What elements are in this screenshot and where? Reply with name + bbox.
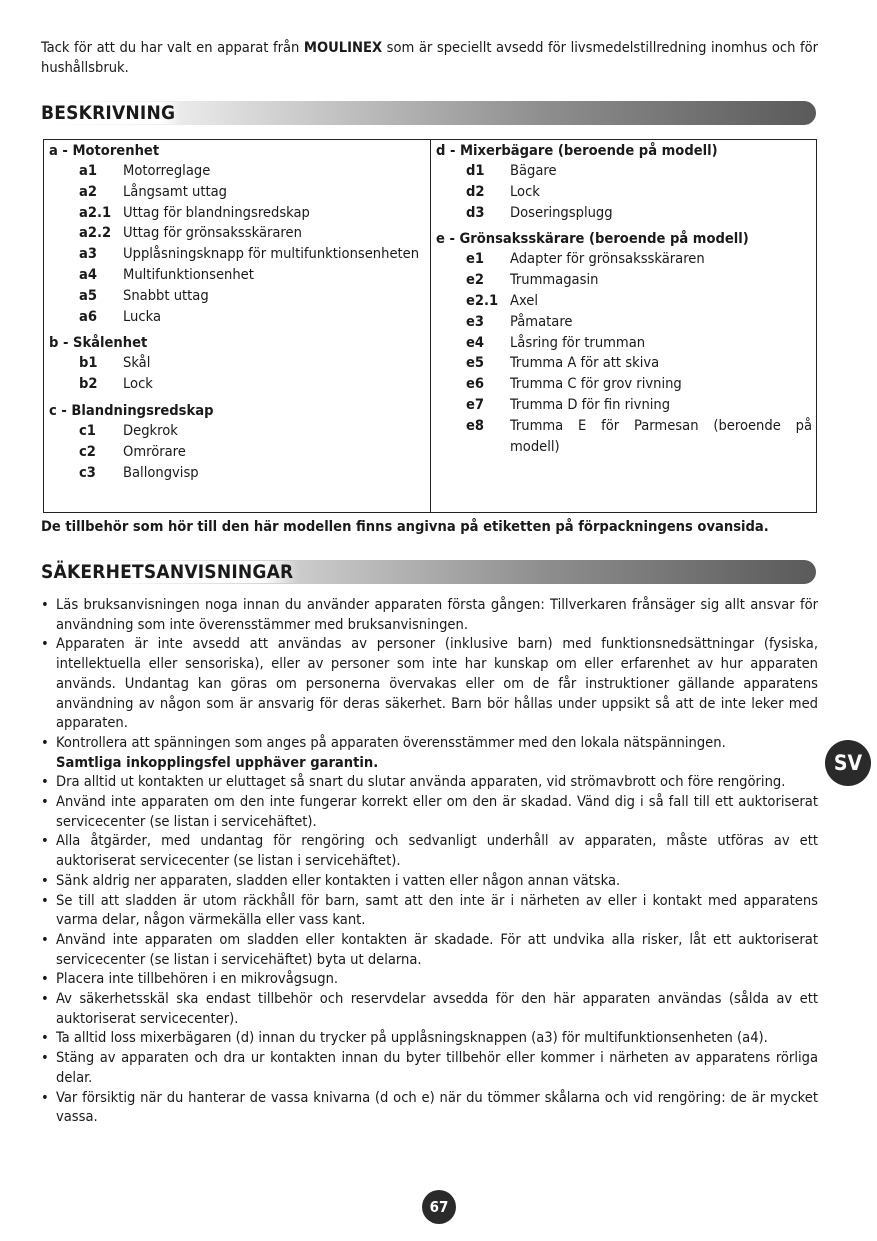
parts-item-code: b2 [79,375,98,393]
parts-item-code: d2 [466,182,485,200]
parts-item [436,312,812,333]
safety-item: • Var försiktig när du hanterar de vassa knivarna (d och e) när du tömmer skålarna och vid rengöring: de är mycket vassa. [41,1088,818,1127]
parts-item-label: Omrörare [123,442,186,460]
parts-item-label: Bägare [510,162,557,179]
parts-item [436,203,812,224]
parts-item [49,463,430,484]
parts-item-label: Lock [123,375,153,393]
parts-item-label: Lock [510,182,540,200]
safety-item: • Ta alltid loss mixerbägaren (d) innan du trycker på upplåsningsknappen (a3) för multifunktionsenheten (a4). [41,1028,818,1048]
safety-item: • Se till att sladden är utom räckhåll för barn, samt att den inte är i närheten av eller i kontakt med apparatens varma delar, någon värmekälla eller vass kant. [41,891,818,930]
parts-item-code: c1 [79,421,96,439]
safety-item: • Använd inte apparaten om den inte fungerar korrekt eller om den är skadad. Vänd dig i så fall till ett auktoriserat servicecenter (se listan i servicehäftet). [41,792,818,831]
parts-item [49,244,430,265]
parts-item-label: Uttag för blandningsredskap [123,203,310,221]
parts-item-label: Påmatare [510,312,573,330]
parts-item-code: b1 [79,354,98,372]
parts-item [436,270,812,291]
parts-description-table [43,139,817,513]
warranty-note: Samtliga inkopplingsfel upphäver garantin. [56,753,379,771]
parts-item-label: Upplåsningsknapp för multifunktionsenheten [123,245,420,263]
parts-item [436,374,812,395]
parts-item-label: Trumma A för att skiva [510,354,660,372]
parts-item [436,182,812,203]
parts-item [49,265,430,286]
safety-item: • Läs bruksanvisningen noga innan du använder apparaten första gången: Tillverkaren frånsäger sig allt ansvar för användning som inte överensstämmer med bruksanvisningen. [41,595,818,634]
parts-item [436,249,812,270]
safety-item: • Sänk aldrig ner apparaten, sladden eller kontakten i vatten eller någon annan vätska. [41,871,818,891]
parts-item-label: Lucka [123,307,161,325]
parts-item-code: e2.1 [466,291,499,309]
parts-item-code: a5 [79,286,97,304]
parts-item [49,374,430,395]
parts-item-label: Långsamt uttag [123,182,228,200]
parts-item-code: a4 [79,265,97,283]
parts-item-label: Trumma D för fin rivning [510,395,671,413]
parts-group [436,228,812,457]
parts-item-label: Doseringsplugg [510,203,613,221]
parts-group-title: a - Motorenhet [49,142,160,159]
parts-item [436,291,812,312]
safety-item: • Använd inte apparaten om sladden eller kontakten är skadade. För att undvika alla risker, låt ett auktoriserat servicecenter (se listan i servicehäftet) byta ut delarna. [41,930,818,969]
section-title: BESKRIVNING [41,102,181,124]
parts-group-title: b - Skålenhet [49,334,148,352]
accessories-footnote: De tillbehör som hör till den här modellen finns angivna på etiketten på förpackningens ovansida. [41,518,769,535]
parts-item [49,203,430,224]
safety-item: • Apparaten är inte avsedd att användas av personer (inklusive barn) med funktionsnedsättningar (fysiska, intellektuella eller sensoriska), eller av personer som inte har kunskap om eller erfarenhet av hur apparaten används. Undantag kan göras om personerna övervakas eller om de får instruktioner gällande apparatens användning av någon som är ansvarig för deras säkerhet. Barn bör hållas under uppsikt så att de inte leker med apparaten. [41,634,818,733]
parts-item-label: Multifunktionsenhet [123,265,254,283]
parts-item-code: c3 [79,463,96,481]
parts-item-code: a3 [79,245,97,263]
parts-group-title: d - Mixerbägare (beroende på modell) [436,142,718,159]
parts-item [436,353,812,374]
parts-item-label: Uttag för grönsaksskäraren [123,224,302,242]
parts-item-code: e7 [466,395,485,413]
safety-item: • Alla åtgärder, med undantag för rengöring och sedvanligt underhåll av apparaten, måste utföras av ett auktoriserat servicecenter (se listan i servicehäftet). [41,831,818,870]
intro-paragraph: Tack för att du har valt en apparat från MOULINEX som är speciellt avsedd för livsmedelstillredning inomhus och för hushållsbruk. [41,39,818,76]
parts-item [436,161,812,182]
parts-item-label: Låsring för trumman [510,333,646,351]
parts-item-code: a2.1 [79,203,112,221]
safety-item: • Placera inte tillbehören i en mikrovågsugn. [41,969,818,989]
parts-column-left [44,140,431,512]
safety-item: • Av säkerhetsskäl ska endast tillbehör och reservdelar avsedda för den här apparaten användas (sålda av ett auktoriserat servicecenter). [41,989,818,1028]
parts-item-code: a6 [79,307,97,325]
parts-group-title: c - Blandningsredskap [49,401,214,419]
page-number: 67 [422,1190,456,1224]
parts-item [436,333,812,354]
parts-item-code: a2.2 [79,224,112,242]
safety-item: • Dra alltid ut kontakten ur eluttaget så snart du slutar använda apparaten, vid strömavbrott och före rengöring. [41,772,818,792]
parts-item-label: Degkrok [123,421,178,439]
parts-item-label: Ballongvisp [123,463,199,481]
safety-item: • Stäng av apparaten och dra ur kontakten innan du byter tillbehör eller kommer i närheten av apparatens rörliga delar. [41,1048,818,1087]
parts-item-code: d1 [466,162,485,179]
parts-item [49,442,430,463]
section-header-safety [41,560,816,584]
parts-item-label: Skål [123,354,151,372]
parts-item-label: Adapter för grönsaksskäraren [510,250,705,268]
parts-item-code: a2 [79,182,97,200]
parts-group [436,140,812,223]
parts-item-label: Motorreglage [123,162,211,179]
parts-item [49,286,430,307]
parts-group [49,332,430,395]
parts-item-label: Snabbt uttag [123,286,209,304]
safety-instructions-list [41,595,818,1127]
parts-item [49,223,430,244]
parts-item-label: Trummagasin [510,271,599,289]
parts-group-title: e - Grönsaksskärare (beroende på modell) [436,230,749,248]
parts-item-label: Axel [510,291,539,309]
parts-item [49,353,430,374]
parts-item-code: e8 [466,416,485,434]
section-title: SÄKERHETSANVISNINGAR [41,561,299,583]
parts-item-code: e3 [466,312,485,330]
parts-item [49,182,430,203]
parts-item-code: e1 [466,250,485,268]
parts-group [49,140,430,327]
parts-item-code: a1 [79,162,97,179]
language-badge: SV [825,740,871,786]
parts-item-code: e6 [466,375,485,393]
parts-item-code: c2 [79,442,96,460]
parts-item-label: Trumma E för Parmesan (beroende på modell) [510,416,812,455]
parts-item [49,307,430,328]
parts-item-label: Trumma C för grov rivning [510,375,682,393]
parts-item [436,416,812,458]
section-header-description [41,101,816,125]
parts-item [49,421,430,442]
parts-group [49,400,430,483]
parts-item-code: e5 [466,354,485,372]
parts-item [436,395,812,416]
parts-column-right [431,140,816,512]
parts-item-code: e2 [466,271,485,289]
parts-item-code: e4 [466,333,485,351]
parts-item [49,161,430,182]
parts-item-code: d3 [466,203,485,221]
brand-name: MOULINEX [303,39,383,56]
safety-item: • Kontrollera att spänningen som anges på apparaten överensstämmer med den lokala nätspänningen. Samtliga inkopplingsfel upphäver garantin. [41,733,818,772]
